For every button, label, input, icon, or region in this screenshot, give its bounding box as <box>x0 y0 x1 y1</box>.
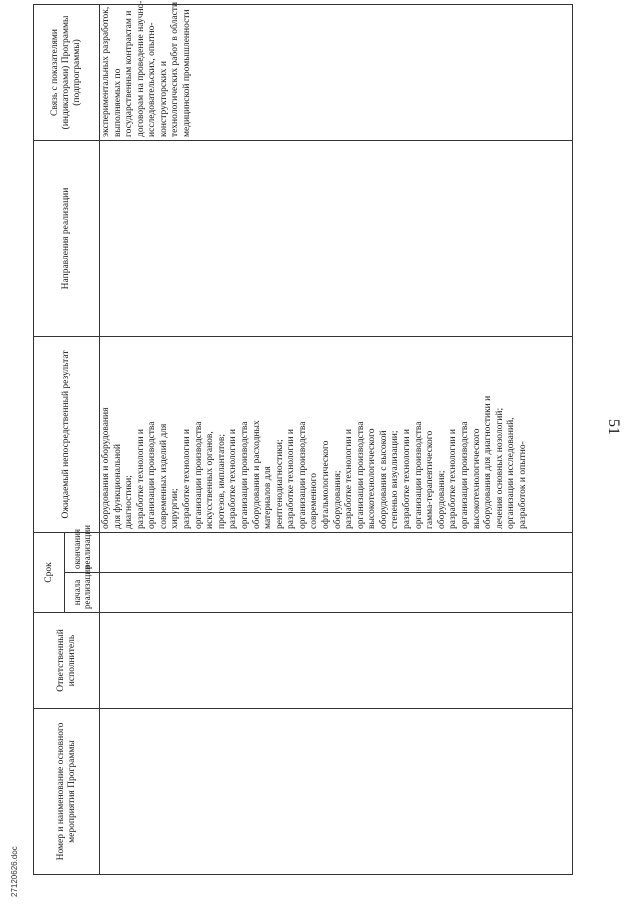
indicator-text-line: экспериментальных разработок, <box>101 6 111 137</box>
result-text-line: разработке технологии и <box>228 429 239 529</box>
result-text-line: разработке технологии и <box>344 429 355 529</box>
indicator-text-line: исследовательских, опытно- <box>147 22 158 137</box>
result-text-line: современных изделий для <box>158 423 169 529</box>
result-text-line: организации производства <box>239 421 250 529</box>
result-text-line: организации производства <box>413 421 424 529</box>
header-term-start: начала реализации <box>65 573 100 613</box>
result-text-line: разработке технологии и <box>402 429 413 529</box>
result-text-line: оборудования; <box>332 470 343 529</box>
result-text-line: хирургии; <box>170 488 181 529</box>
header-executor: Ответственный исполнитель <box>34 613 100 709</box>
result-text-line: разработок и опытно- <box>517 441 528 529</box>
result-text-line: разработке технологии и <box>135 429 146 529</box>
result-text-line: оборудования и расходных <box>251 420 262 529</box>
cell-expected-result <box>100 336 573 532</box>
result-text-line: материалов для <box>263 466 274 529</box>
indicator-text-lines <box>101 0 194 137</box>
result-text-line: организации исследований, <box>506 417 517 529</box>
header-expected-result: Ожидаемый непосредственный результат <box>34 336 100 532</box>
header-term-end: окончания реализации <box>65 532 100 572</box>
result-text-line: организации производства <box>147 421 158 529</box>
program-table <box>33 0 573 875</box>
indicator-text-line: государственным контрактам и <box>124 10 135 137</box>
result-text-line: протезов, имплантатов; <box>216 433 227 529</box>
result-text-line: диагностики; <box>124 475 135 529</box>
result-text-lines <box>101 340 529 529</box>
result-text-line: оборудования для диагностики и <box>483 395 494 529</box>
result-text-line: высокотехнологического <box>367 428 378 529</box>
result-text-line: гамма-терапевтического <box>425 430 436 529</box>
result-text-line: разработке технологии и <box>448 429 459 529</box>
result-text-line: степенью визуализации; <box>390 430 401 529</box>
result-text-line: для функциональной <box>112 444 123 529</box>
table-row <box>100 4 573 874</box>
result-text-line: разработке технологии и <box>182 429 193 529</box>
header-indicators: Связь с показателями (индикаторами) Программы (подпрограммы) <box>34 4 100 140</box>
result-text-line: организации производства <box>193 421 204 529</box>
cell-term-start <box>100 573 573 613</box>
result-text-line: организации производства <box>297 421 308 529</box>
result-text-line: современного <box>309 473 320 529</box>
result-text-line: искусственных органов, <box>205 431 216 529</box>
result-text-line: рентгенодиагностики; <box>274 439 285 529</box>
result-text-line: разработке технологии и <box>286 429 297 529</box>
indicator-text-line: технологических работ в области <box>170 1 181 137</box>
indicator-text-line: выполняемых по <box>112 68 123 137</box>
indicator-text-line: договорам на проведение научно- <box>135 0 146 137</box>
result-text-line: лечения основных нозологий; <box>494 407 505 529</box>
result-text-line: оборудования и оборудования <box>101 407 111 529</box>
header-program-event: Номер и наименование основного мероприятия Программы <box>34 709 100 875</box>
cell-executor <box>100 613 573 709</box>
cell-term-end <box>100 532 573 572</box>
indicator-text-line: конструкторских и <box>158 61 169 137</box>
result-text-line: организации производства <box>355 421 366 529</box>
result-text-line: оборудования с высокой <box>378 430 389 529</box>
filename-label: 27120626.doc <box>10 846 19 897</box>
result-text-line: организации производства <box>459 421 470 529</box>
indicator-text-line: медицинской промышленности <box>182 9 193 137</box>
result-text-line: офтальмологического <box>320 440 331 529</box>
result-text-line: оборудования; <box>436 470 447 529</box>
page-number: 51 <box>605 419 622 435</box>
cell-program-event <box>100 709 573 875</box>
result-text-line: высокотехнологического <box>471 428 482 529</box>
header-directions: Направления реализации <box>34 140 100 336</box>
cell-directions <box>100 140 573 336</box>
header-term: Срок <box>34 532 65 612</box>
cell-indicators <box>100 0 573 140</box>
